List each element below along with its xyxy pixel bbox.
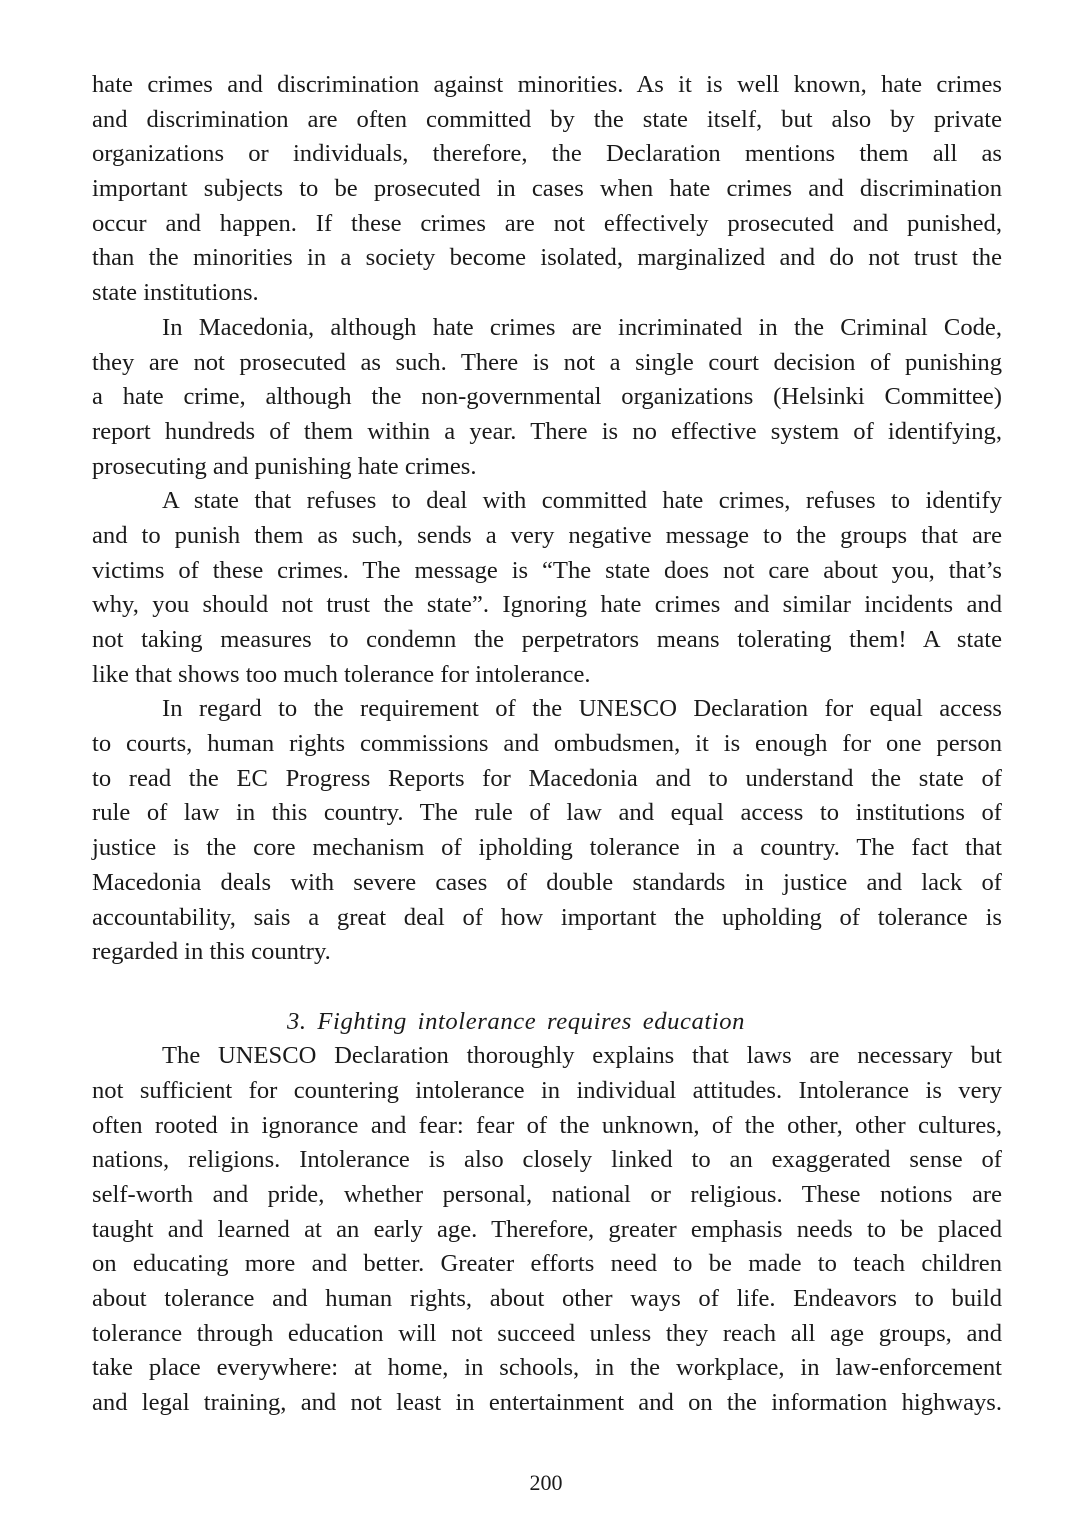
text-line: victims of these crimes. The message is “The state does not care about you, that’s bbox=[92, 556, 1002, 584]
text-line: justice is the core mechanism of ipholding tolerance in a country. The fact that bbox=[92, 834, 1002, 862]
text-line: accountability, sais a great deal of how important the upholding of tolerance is bbox=[92, 903, 1002, 931]
text-line: on educating more and better. Greater efforts need to be made to teach children bbox=[92, 1250, 1002, 1278]
section-text bbox=[92, 1039, 1002, 1421]
text-line: The UNESCO Declaration thoroughly explains that laws are necessary but bbox=[162, 1042, 1002, 1070]
text-line: to read the EC Progress Reports for Macedonia and to understand the state of bbox=[92, 764, 1002, 792]
text-line: taught and learned at an early age. Therefore, greater emphasis needs to be placed bbox=[92, 1215, 1002, 1243]
text-line: nations, religions. Intolerance is also closely linked to an exaggerated sense of bbox=[92, 1146, 1002, 1174]
paragraph bbox=[92, 692, 1002, 970]
text-line: take place everywhere: at home, in schools, in the workplace, in law-enforcement bbox=[92, 1354, 1002, 1382]
text-line: hate crimes and discrimination against minorities. As it is well known, hate crimes bbox=[92, 71, 1002, 98]
section-heading: 3. Fighting intolerance requires education bbox=[287, 1007, 746, 1035]
text-line: to courts, human rights commissions and ombudsmen, it is enough for one person bbox=[92, 730, 1002, 758]
text-line: In Macedonia, although hate crimes are incriminated in the Criminal Code, bbox=[162, 313, 1002, 341]
text-line: they are not prosecuted as such. There is not a single court decision of punishing bbox=[92, 348, 1002, 376]
text-line: rule of law in this country. The rule of law and equal access to institutions of bbox=[92, 799, 1002, 827]
body-text bbox=[92, 68, 1002, 970]
text-line: why, you should not trust the state”. Ignoring hate crimes and similar incidents and bbox=[92, 591, 1002, 619]
paragraph bbox=[92, 68, 1002, 311]
text-line: report hundreds of them within a year. There is no effective system of identifying, bbox=[92, 417, 1002, 445]
text-line: self-worth and pride, whether personal, national or religious. These notions are bbox=[92, 1181, 1002, 1208]
paragraph bbox=[92, 311, 1002, 484]
text-line: In regard to the requirement of the UNESCO Declaration for equal access bbox=[162, 695, 1002, 723]
text-line: Macedonia deals with severe cases of double standards in justice and lack of bbox=[92, 868, 1002, 896]
text-line: A state that refuses to deal with committed hate crimes, refuses to identify bbox=[162, 487, 1002, 515]
text-line: and to punish them as such, sends a very negative message to the groups that are bbox=[92, 521, 1002, 549]
text-line: than the minorities in a society become isolated, marginalized and do not trust the bbox=[92, 244, 1002, 272]
text-line: regarded in this country. bbox=[92, 938, 331, 966]
text-line: and legal training, and not least in entertainment and on the information highways. bbox=[92, 1389, 1002, 1417]
page-body bbox=[92, 68, 1002, 1421]
text-line: about tolerance and human rights, about other ways of life. Endeavors to build bbox=[92, 1285, 1002, 1313]
text-line: occur and happen. If these crimes are not effectively prosecuted and punished, bbox=[92, 209, 1002, 237]
text-line: prosecuting and punishing hate crimes. bbox=[92, 452, 477, 480]
text-line: not sufficient for countering intolerance in individual attitudes. Intolerance is very bbox=[92, 1076, 1002, 1104]
text-line: tolerance through education will not succeed unless they reach all age groups, and bbox=[92, 1319, 1002, 1347]
text-line: not taking measures to condemn the perpetrators means tolerating them! A state bbox=[92, 626, 1002, 653]
text-line: like that shows too much tolerance for intolerance. bbox=[92, 660, 591, 688]
text-line: and discrimination are often committed by the state itself, but also by private bbox=[92, 105, 1002, 133]
text-line: organizations or individuals, therefore, the Declaration mentions them all as bbox=[92, 140, 1002, 168]
text-line: a hate crime, although the non-governmental organizations (Helsinki Committee) bbox=[92, 383, 1002, 411]
paragraph bbox=[92, 484, 1002, 692]
text-line: often rooted in ignorance and fear: fear of the unknown, of the other, other cultures, bbox=[92, 1111, 1002, 1139]
paragraph bbox=[92, 1039, 1002, 1421]
page-number: 200 bbox=[529, 1470, 563, 1495]
text-line: important subjects to be prosecuted in cases when hate crimes and discrimination bbox=[92, 175, 1002, 203]
spacer bbox=[92, 970, 1002, 1005]
text-line: state institutions. bbox=[92, 279, 259, 307]
